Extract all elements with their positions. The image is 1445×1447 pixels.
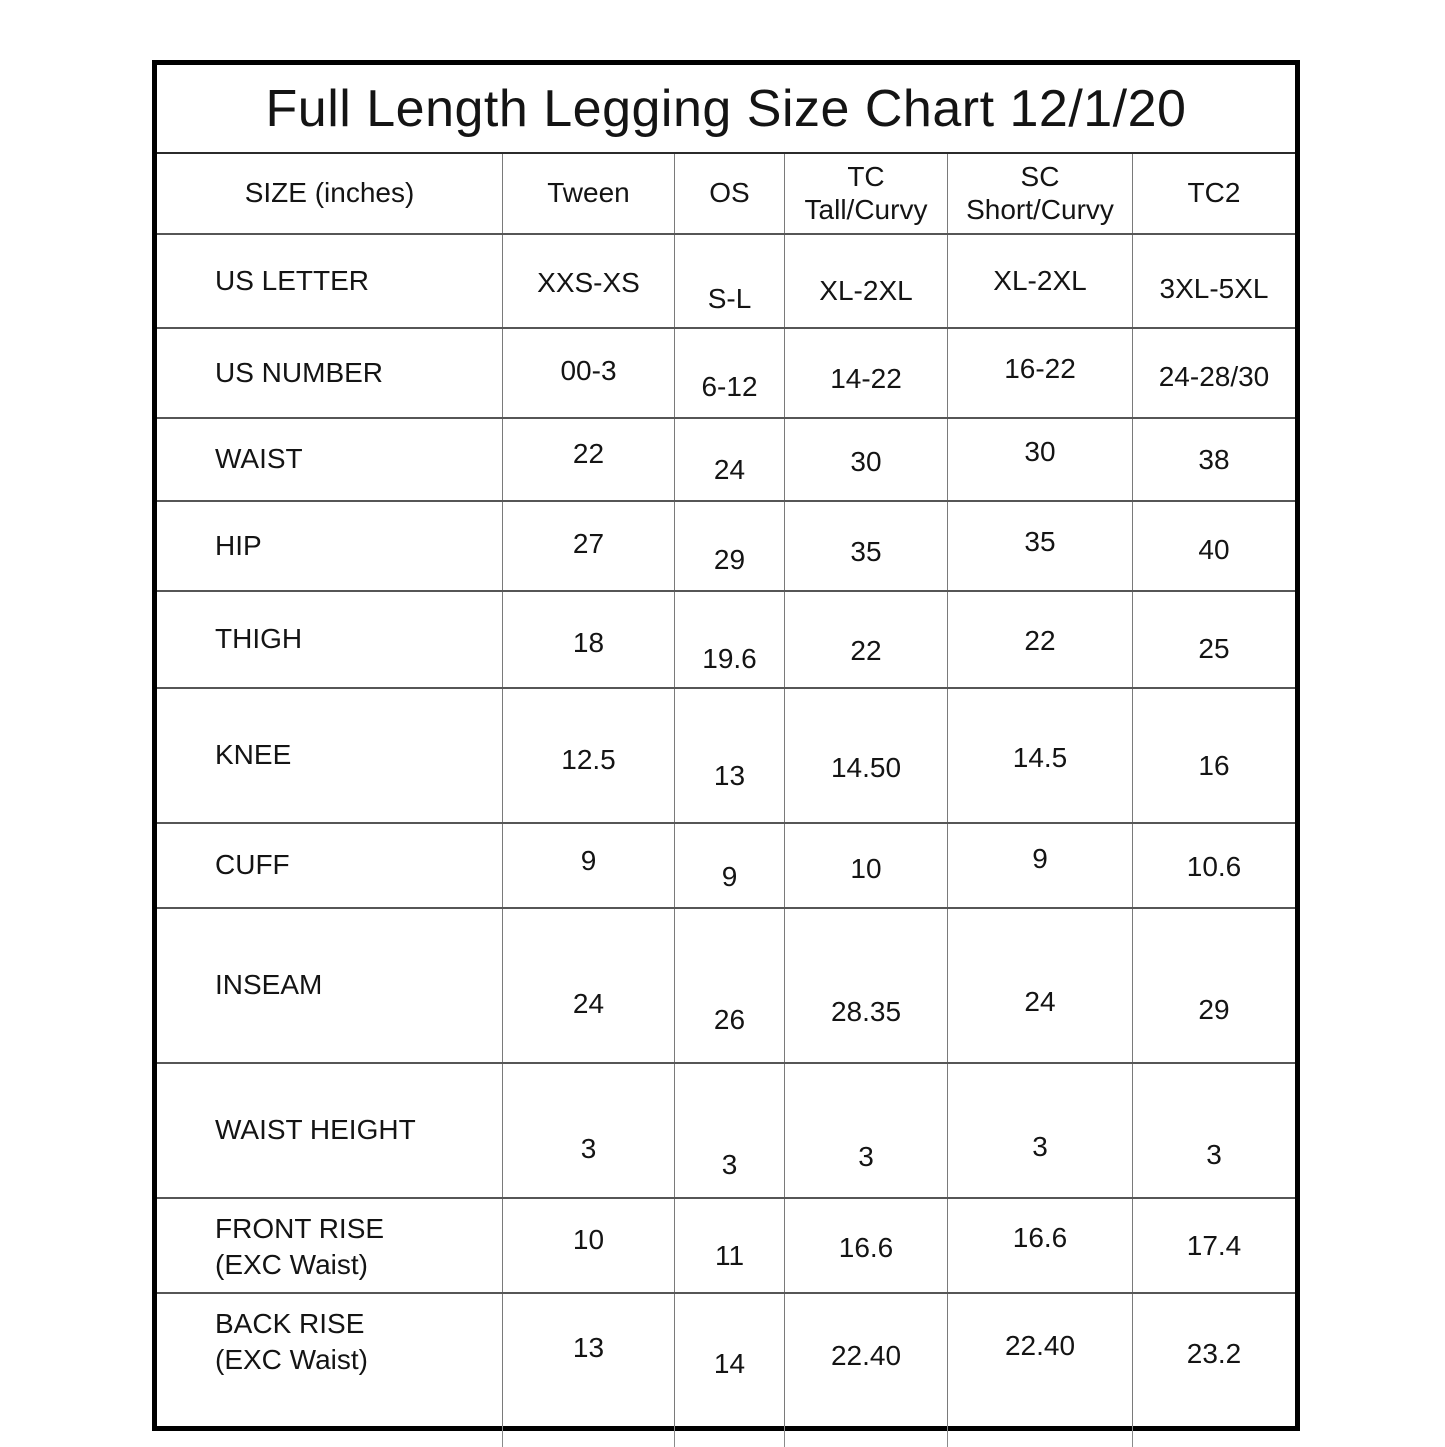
cell-value: 22: [850, 635, 882, 666]
header-cell-size: [157, 154, 502, 233]
table-cell: [502, 502, 674, 590]
cell-value: 19.6: [702, 643, 757, 674]
table-cell: [502, 1294, 674, 1426]
table-cell: [784, 419, 947, 500]
table-cell: [502, 824, 674, 907]
cell-value: 10.6: [1186, 851, 1242, 882]
table-cell: [784, 1199, 947, 1292]
header-cell-sc: [947, 154, 1132, 233]
table-cell: [674, 1064, 784, 1197]
cell-value: 24: [713, 454, 746, 485]
cell-value: 22.40: [1004, 1330, 1076, 1361]
row-label: WAIST: [215, 443, 303, 475]
table-row: [157, 502, 1295, 592]
cell-value: 29: [713, 544, 746, 575]
cell-value: 16.6: [1012, 1222, 1068, 1253]
table-cell: [502, 329, 674, 417]
column-line-stub: [1132, 1426, 1133, 1447]
table-cell: [947, 909, 1132, 1062]
cell-value: 26: [713, 1004, 746, 1035]
table-cell: [947, 329, 1132, 417]
cell-value: 22.40: [830, 1340, 902, 1371]
table-cell: [784, 909, 947, 1062]
cell-value: 16: [1198, 750, 1230, 781]
row-label-cell: [157, 909, 502, 1062]
table-cell: [1132, 689, 1295, 822]
table-cell: [674, 235, 784, 327]
table-row: [157, 1199, 1295, 1294]
header-row: [157, 154, 1295, 235]
row-label-cell: [157, 1064, 502, 1197]
table-cell: [1132, 235, 1295, 327]
cell-value: 9: [580, 845, 597, 876]
row-label: INSEAM: [215, 969, 323, 1001]
row-label-line2: (EXC Waist): [215, 1249, 368, 1281]
cell-value: 13: [713, 760, 746, 791]
table-cell: [947, 689, 1132, 822]
row-label: FRONT RISE: [215, 1213, 385, 1244]
table-cell: [947, 1199, 1132, 1292]
cell-value: 24: [1024, 986, 1056, 1017]
row-label: US NUMBER: [215, 356, 384, 388]
table-cell: [674, 419, 784, 500]
header-label-line2: Short/Curvy: [966, 193, 1114, 225]
cell-value: 30: [1024, 436, 1056, 467]
table-row: [157, 419, 1295, 502]
cell-value: XL-2XL: [993, 265, 1087, 296]
header-cell-tc2: [1132, 154, 1295, 233]
cell-value: 40: [1198, 534, 1230, 565]
table-row: [157, 689, 1295, 824]
table-cell: [1132, 909, 1295, 1062]
table-cell: [1132, 1064, 1295, 1197]
table-cell: [784, 592, 947, 687]
cell-value: 10: [572, 1224, 605, 1255]
table-cell: [674, 909, 784, 1062]
table-cell: [674, 1199, 784, 1292]
cell-value: 9: [1032, 843, 1048, 874]
cell-value: 00-3: [560, 355, 617, 386]
header-label: Tween: [547, 177, 630, 209]
header-label-line2: Tall/Curvy: [804, 193, 928, 225]
row-label-cell: [157, 329, 502, 417]
table-cell: [502, 909, 674, 1062]
header-cell-tc: [784, 154, 947, 233]
cell-value: 3: [580, 1133, 597, 1164]
column-line-stub: [784, 1426, 785, 1447]
table-cell: [502, 235, 674, 327]
cell-value: S-L: [707, 283, 752, 314]
cell-value: 9: [721, 861, 738, 892]
cell-value: 14: [713, 1348, 746, 1379]
table-cell: [1132, 592, 1295, 687]
cell-value: 6-12: [701, 371, 758, 402]
table-cell: [947, 419, 1132, 500]
cell-value: 18: [572, 627, 605, 658]
cell-value: 25: [1198, 633, 1230, 664]
row-label-cell: [157, 592, 502, 687]
table-cell: [1132, 1199, 1295, 1292]
row-label: KNEE: [215, 739, 292, 771]
cell-value: 11: [714, 1240, 745, 1271]
row-label: BACK RISE: [215, 1308, 365, 1339]
table-cell: [784, 235, 947, 327]
column-line-stub: [674, 1426, 675, 1447]
cell-value: 23.2: [1186, 1338, 1242, 1369]
header-label: TC: [847, 161, 885, 193]
cell-value: 12.5: [561, 744, 616, 775]
table-cell: [502, 689, 674, 822]
table-cell: [502, 592, 674, 687]
cell-value: XL-2XL: [819, 275, 913, 306]
table-cell: [502, 1064, 674, 1197]
cell-value: 29: [1198, 994, 1230, 1025]
cell-value: 38: [1198, 444, 1230, 475]
cell-value: 22: [1024, 625, 1056, 656]
cell-value: 22: [572, 438, 605, 469]
table-cell: [947, 502, 1132, 590]
header-cell-os: [674, 154, 784, 233]
table-cell: [1132, 329, 1295, 417]
row-label-cell: [157, 419, 502, 500]
cell-value: 13: [572, 1332, 605, 1363]
table-cell: [1132, 502, 1295, 590]
table-cell: [784, 329, 947, 417]
table-cell: [947, 1064, 1132, 1197]
table-cell: [1132, 419, 1295, 500]
cell-value: 14.50: [830, 752, 902, 783]
cell-value: 14-22: [830, 363, 902, 394]
cell-value: 3: [721, 1149, 738, 1180]
cell-value: 3XL-5XL: [1159, 273, 1269, 304]
row-label: CUFF: [215, 849, 290, 881]
header-label: SC: [1020, 161, 1060, 193]
table-cell: [674, 329, 784, 417]
row-label-cell: [157, 689, 502, 822]
table-cell: [784, 689, 947, 822]
row-label: THIGH: [215, 623, 303, 655]
cell-value: 27: [572, 528, 605, 559]
row-label-cell: [157, 1199, 502, 1292]
title-row: [157, 65, 1295, 154]
table-cell: [784, 824, 947, 907]
cell-value: 3: [858, 1141, 874, 1172]
table-cell: [674, 689, 784, 822]
column-line-stub: [947, 1426, 948, 1447]
header-label: OS: [709, 177, 750, 209]
page-title: Full Length Legging Size Chart 12/1/20: [265, 79, 1187, 138]
table-body: [157, 235, 1295, 1426]
cell-value: 24-28/30: [1158, 361, 1270, 392]
row-label-cell: [157, 235, 502, 327]
cell-value: 3: [1032, 1131, 1048, 1162]
cell-value: 30: [850, 446, 882, 477]
cell-value: 16-22: [1004, 353, 1076, 384]
table-row: [157, 909, 1295, 1064]
header-label: SIZE (inches): [244, 177, 415, 209]
table-row: [157, 1294, 1295, 1426]
table-cell: [502, 419, 674, 500]
table-cell: [784, 502, 947, 590]
header-label: TC2: [1187, 177, 1241, 209]
size-chart-table: [152, 60, 1300, 1431]
table-cell: [947, 824, 1132, 907]
table-row: [157, 1064, 1295, 1199]
cell-value: 17.4: [1186, 1230, 1242, 1261]
table-cell: [784, 1064, 947, 1197]
row-label: US LETTER: [215, 264, 370, 296]
header-cell-tween: [502, 154, 674, 233]
table-row: [157, 824, 1295, 909]
column-line-stub: [502, 1426, 503, 1447]
table-cell: [674, 1294, 784, 1426]
table-cell: [947, 235, 1132, 327]
row-label: HIP: [215, 529, 262, 561]
cell-value: 28.35: [830, 996, 902, 1027]
cell-value: 10: [850, 853, 882, 884]
row-label-cell: [157, 824, 502, 907]
table-cell: [947, 592, 1132, 687]
table-cell: [502, 1199, 674, 1292]
table-cell: [784, 1294, 947, 1426]
table-cell: [1132, 1294, 1295, 1426]
table-cell: [674, 592, 784, 687]
cell-value: 35: [1024, 526, 1056, 557]
table-cell: [674, 502, 784, 590]
cell-value: 24: [572, 988, 605, 1019]
cell-value: XXS-XS: [537, 267, 640, 298]
cell-value: 35: [850, 536, 882, 567]
table-row: [157, 235, 1295, 329]
cell-value: 3: [1206, 1139, 1222, 1170]
table-row: [157, 592, 1295, 689]
table-cell: [674, 824, 784, 907]
table-cell: [947, 1294, 1132, 1426]
row-label: WAIST HEIGHT: [215, 1114, 416, 1146]
cell-value: 16.6: [838, 1232, 894, 1263]
row-label-cell: [157, 502, 502, 590]
row-label-cell: [157, 1294, 502, 1426]
table-cell: [1132, 824, 1295, 907]
row-label-line2: (EXC Waist): [215, 1344, 368, 1376]
table-row: [157, 329, 1295, 419]
cell-value: 14.5: [1012, 742, 1068, 773]
